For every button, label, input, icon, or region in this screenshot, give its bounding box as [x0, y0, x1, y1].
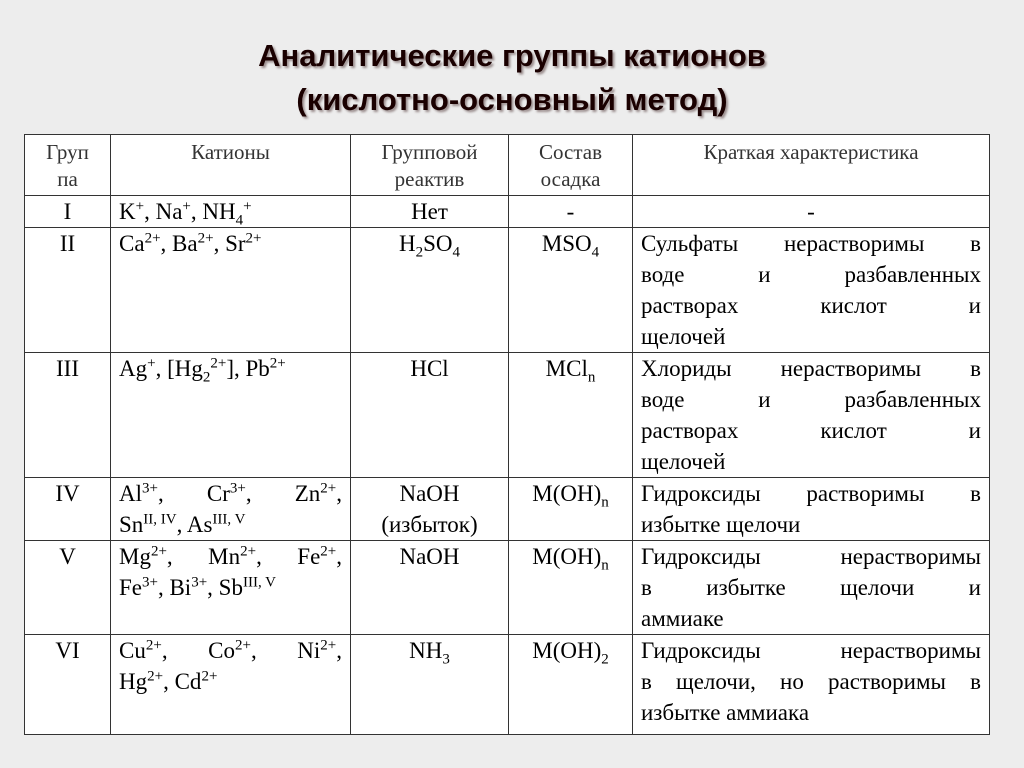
reagent-cell: Нет — [351, 196, 509, 228]
description-cell: Сульфаты нерастворимы в воде и разбавленных растворах кислот и щелочей — [633, 228, 990, 353]
cations-cell: $Cu^{2+}$, $Co^{2+}$, $Ni^{2+}$, $Hg^{2+}$, $Cd^{2+}$ — [111, 635, 351, 735]
table-row — [25, 353, 990, 478]
table-row — [25, 541, 990, 635]
group-number: V — [25, 541, 111, 635]
group-number: III — [25, 353, 111, 478]
group-number: IV — [25, 478, 111, 541]
reagent-cell: NaOH (избыток) — [351, 478, 509, 541]
description-cell: Гидроксиды нерастворимы в щелочи, но растворимы в избытке аммиака — [633, 635, 990, 735]
header-reagent: Групповой реактив — [351, 135, 509, 196]
header-precipitate: Состав осадка — [509, 135, 633, 196]
slide-title — [0, 34, 1024, 122]
cations-cell: Ag+, $[Hg_2^{2+}]$, $Pb^{2+}$ — [111, 353, 351, 478]
reagent-cell: NaOH — [351, 541, 509, 635]
cations-cell: K+, Na+, $NH_4^+$ — [111, 196, 351, 228]
description-cell: Хлориды нерастворимы в воде и разбавленных растворах кислот и щелочей — [633, 353, 990, 478]
reagent-cell: HCl — [351, 353, 509, 478]
precipitate-cell: MCl$_n$ — [509, 353, 633, 478]
group-number: II — [25, 228, 111, 353]
header-group: Груп па — [25, 135, 111, 196]
reagent-cell: $H_2SO_4$ — [351, 228, 509, 353]
title-line-2: (кислотно-основный метод) — [296, 82, 728, 117]
precipitate-cell: $MSO_4$ — [509, 228, 633, 353]
table-row — [25, 635, 990, 735]
header-description: Краткая характеристика — [633, 135, 990, 196]
cations-cell: $Mg^{2+}$, $Mn^{2+}$, $Fe^{2+}$, $Fe^{3+}$, $Bi^{3+}$, $Sb^{III, V}$ — [111, 541, 351, 635]
table-row — [25, 196, 990, 228]
precipitate-cell: $M(OH)_n$ — [509, 478, 633, 541]
description-cell: - — [633, 196, 990, 228]
group-number: VI — [25, 635, 111, 735]
table-row — [25, 228, 990, 353]
precipitate-cell: $M(OH)_n$ — [509, 541, 633, 635]
title-line-1: Аналитические группы катионов — [258, 38, 766, 73]
header-cations: Катионы — [111, 135, 351, 196]
cation-groups-table — [24, 134, 990, 735]
precipitate-cell: $M(OH)_2$ — [509, 635, 633, 735]
reagent-cell: $NH_3$ — [351, 635, 509, 735]
description-cell: Гидроксиды нерастворимы в избытке щелочи и аммиаке — [633, 541, 990, 635]
description-cell: Гидроксиды растворимы в избытке щелочи — [633, 478, 990, 541]
precipitate-cell: - — [509, 196, 633, 228]
cations-cell: $Ca^{2+}$, $Ba^{2+}$, $Sr^{2+}$ — [111, 228, 351, 353]
table-row — [25, 478, 990, 541]
group-number: I — [25, 196, 111, 228]
cations-cell: $Al^{3+}$, $Cr^{3+}$, $Zn^{2+}$, $Sn^{II, IV}$, $As^{III, V}$ — [111, 478, 351, 541]
table-header-row — [25, 135, 990, 196]
